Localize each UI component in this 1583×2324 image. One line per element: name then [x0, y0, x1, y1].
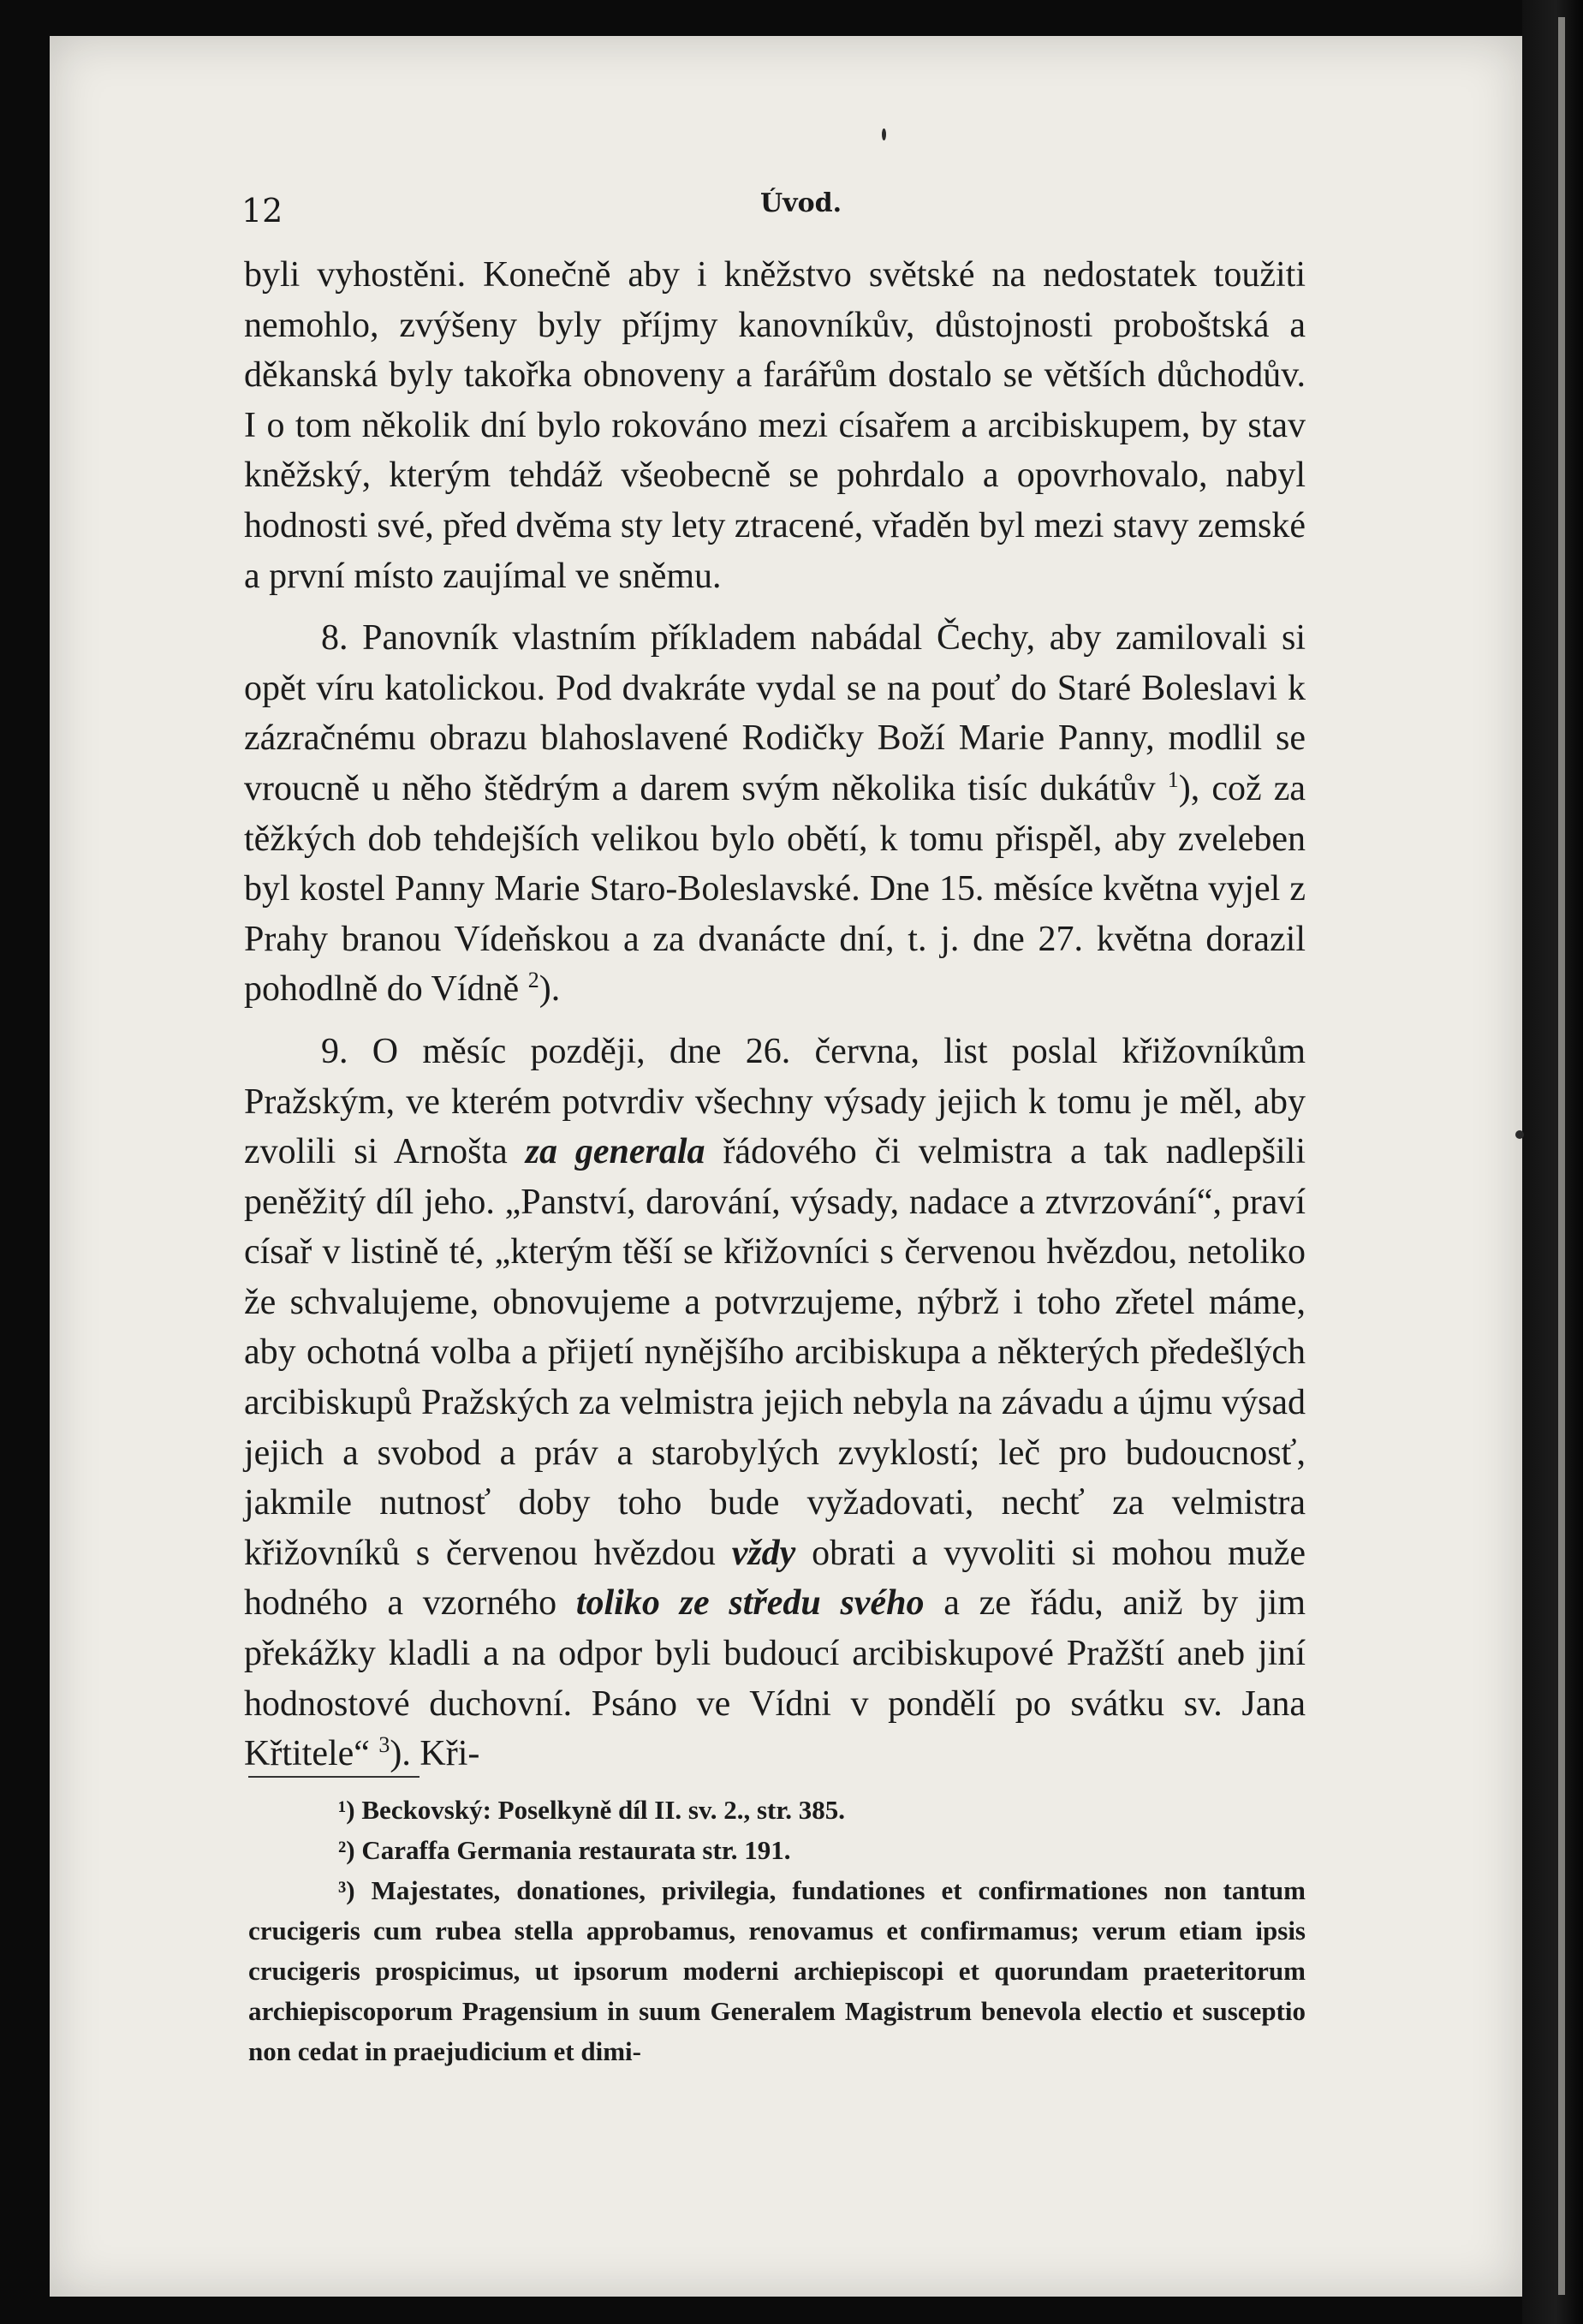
running-title: Úvod. [760, 188, 842, 218]
paragraph-2 [244, 613, 1306, 1015]
paragraph-3-text-e: ). Kři- [390, 1734, 480, 1774]
paragraph-3 [244, 1027, 1306, 1779]
page-number: 12 [241, 192, 283, 229]
paragraph-3-text-d: a ze řádu, aniž by jim překážky kladli a na odpor byli budoucí arcibiskupové Pražští aneb jiní hodnostové duchovní. Psáno ve Vídni v pondělí po svátku sv. Jana Křtitele“ [244, 1583, 1306, 1774]
footnote-ref-2: 2 [527, 968, 539, 993]
footnote-divider [248, 1776, 420, 1778]
print-speck [1515, 1130, 1524, 1139]
paragraph-1: byli vyhostěni. Konečně aby i kněžstvo světské na nedostatek toužiti nemohlo, zvýšeny byly příjmy kanovníkův, důstojnosti proboštská a děkanská byly takořka obnoveny a farářům dostalo se větších důchodův. I o tom několik dní bylo rokováno mezi císařem a arcibiskupem, by stav kněžský, kterým tehdáž všeobecně se pohrdalo a opovrhovalo, nabyl hodnosti své, před dvěma sty lety ztracené, vřaděn byl mezi stavy zemské a první místo zaujímal ve sněmu. [244, 255, 1306, 596]
footnotes [248, 1790, 1306, 2071]
page-edge-strip [1558, 17, 1565, 2295]
paragraph-3-text-b: řádového či velmistra a tak nadlepšili peněžitý díl jeho. „Panství, darování, výsady, nadace a ztvrzování“, praví císař v listině té, „kterým těší se křižovníci s červenou hvězdou, netoliko že schvalujeme, obnovujeme a potvrzujeme, nýbrž i toho zřetel máme, aby ochotná volba a přijetí nynějšího arcibiskupa a některých předešlých arcibiskupů Pražských za velmistra jejich nebyla na závadu a újmu výsad jejich a svobod a práv a starobylých zvyklostí; leč pro budoucnosť, jakmile nutnosť doby toho bude vyžadovati, nechť za velmistra křižovníků s červenou hvězdou [244, 1132, 1306, 1573]
page-header [197, 185, 1310, 236]
paragraph-3-text-a: 9. O měsíc později, dne 26. června, list poslal křižovníkům Pražským, ve kterém potvrdiv všechny výsady jejich k tomu je měl, aby zvolili si Arnošta [244, 1031, 1306, 1172]
italic-phrase-1: za generala [525, 1132, 705, 1172]
paragraph-2-text-a: 8. Panovník vlastním příkladem nabádal Čechy, aby zamilovali si opět víru katolickou. Pod dvakráte vydal se na pouť do Staré Boleslavi k zázračnému obrazu blahoslavené Rodičky Boží Marie Panny, modlil se vroucně u něho štědrým a darem svým několika tisíc dukátův [244, 618, 1306, 808]
paragraph-2-text-b: ), což za těžkých dob tehdejších velikou bylo obětí, k tomu přispěl, aby zveleben byl kostel Panny Marie Staro-Boleslavské. Dne 15. měsíce května vyjel z Prahy branou Vídeňskou a za dvanácte dní, t. j. dne 27. května dorazil pohodlně do Vídně [244, 768, 1306, 1010]
book-spine-edge [1522, 0, 1583, 2324]
footnote-3: ³) Majestates, donationes, privilegia, fundationes et confirmationes non tantum crucigeris cum rubea stella approbamus, renovamus et confirmamus; verum etiam ipsis crucigeris prospicimus, ut ipsorum moderni archiepiscopi et quorundam praeteritorum archiepiscoporum Pragensium in suum Generalem Magistrum benevola electio et susceptio non cedat in praejudicium et dimi- [248, 1875, 1306, 2066]
paragraph-3-text-c: obrati a vyvoliti si mohou muže hodného a vzorného [244, 1533, 1306, 1624]
italic-phrase-2: vždy [731, 1533, 796, 1573]
footnote-ref-3: 3 [378, 1732, 390, 1758]
main-text [244, 250, 1306, 1779]
footnote-1: ¹) Beckovský: Poselkyně díl II. sv. 2., str. 385. [338, 1795, 846, 1825]
italic-phrase-3: toliko ze středu svého [575, 1583, 925, 1624]
footnote-ref-1: 1 [1167, 766, 1179, 792]
footnote-2: ²) Caraffa Germania restaurata str. 191. [338, 1835, 791, 1865]
paragraph-2-text-c: ). [539, 969, 561, 1010]
print-speck [882, 128, 886, 140]
